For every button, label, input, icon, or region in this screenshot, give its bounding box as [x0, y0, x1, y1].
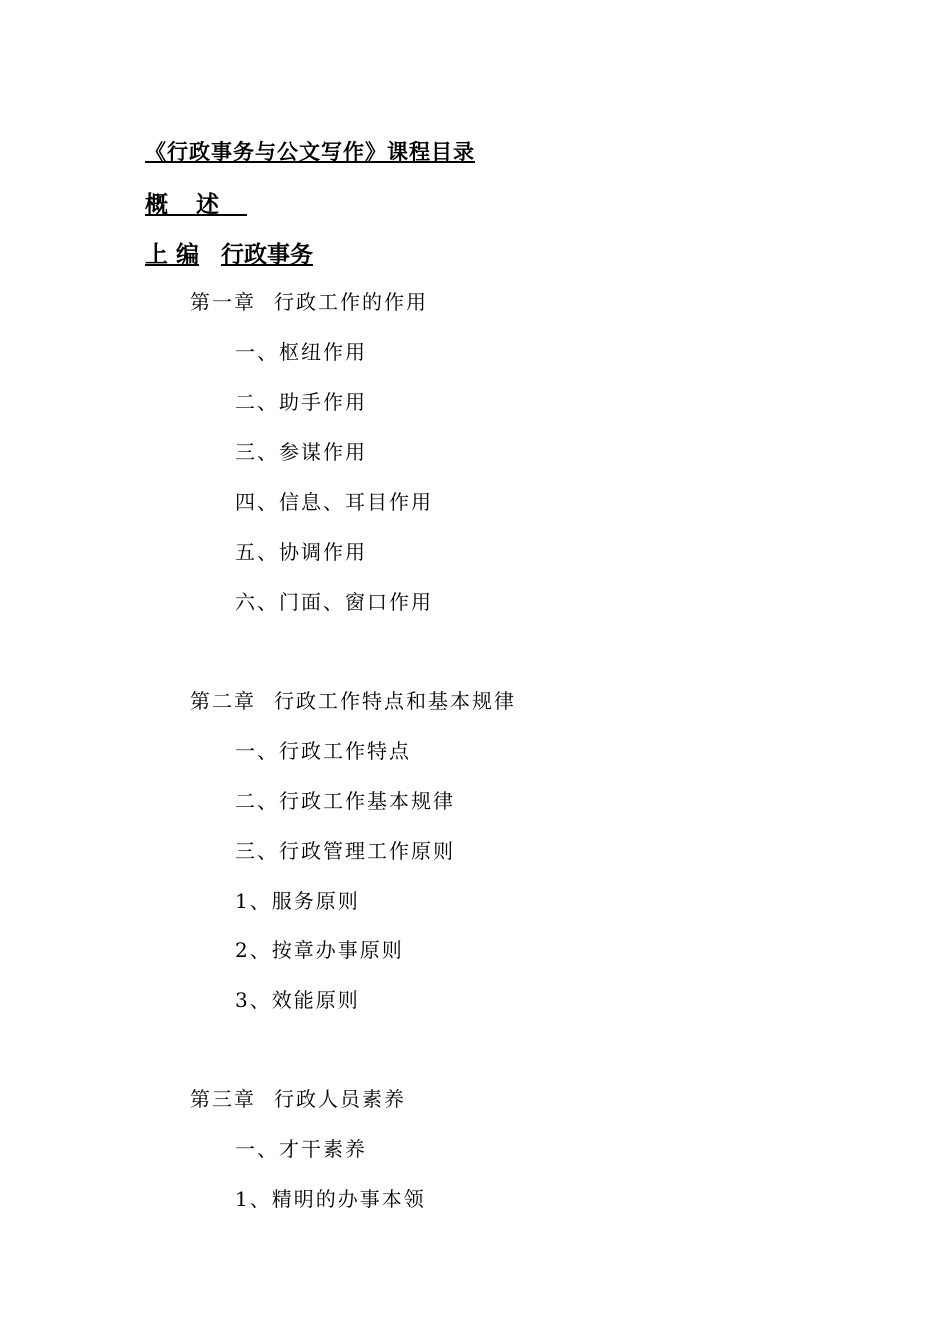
chapter-1-heading: [190, 286, 428, 315]
toc-item: 3、效能原则: [235, 988, 360, 1012]
chapter-name: 行政工作特点和基本规律: [274, 689, 516, 713]
part1-label: 上 编: [145, 241, 200, 268]
toc-item: 二、助手作用: [235, 390, 367, 414]
toc-item: 一、才干素养: [235, 1137, 367, 1161]
chapter-name: 行政人员素养: [274, 1087, 406, 1111]
section-overview: 概述: [145, 191, 247, 218]
section-part1: [145, 236, 313, 269]
toc-item: 一、枢纽作用: [235, 340, 367, 364]
chapter-number: 第三章: [190, 1087, 256, 1111]
toc-item: 2、按章办事原则: [235, 938, 404, 962]
chapter-number: 第一章: [190, 290, 256, 314]
part1-name: 行政事务: [221, 241, 314, 268]
toc-item: 三、参谋作用: [235, 440, 367, 464]
toc-item: 六、门面、窗口作用: [235, 590, 433, 614]
chapter-name: 行政工作的作用: [274, 290, 428, 314]
document-title: 《行政事务与公文写作》课程目录: [145, 139, 475, 164]
toc-item: 二、行政工作基本规律: [235, 789, 455, 813]
chapter-2-heading: [190, 685, 516, 714]
chapter-number: 第二章: [190, 689, 256, 713]
toc-item: 1、精明的办事本领: [235, 1187, 426, 1211]
chapter-3-heading: [190, 1083, 406, 1112]
toc-item: 1、服务原则: [235, 889, 360, 913]
toc-item: 四、信息、耳目作用: [235, 490, 433, 514]
toc-item: 一、行政工作特点: [235, 739, 411, 763]
toc-item: 五、协调作用: [235, 540, 367, 564]
toc-item: 三、行政管理工作原则: [235, 839, 455, 863]
